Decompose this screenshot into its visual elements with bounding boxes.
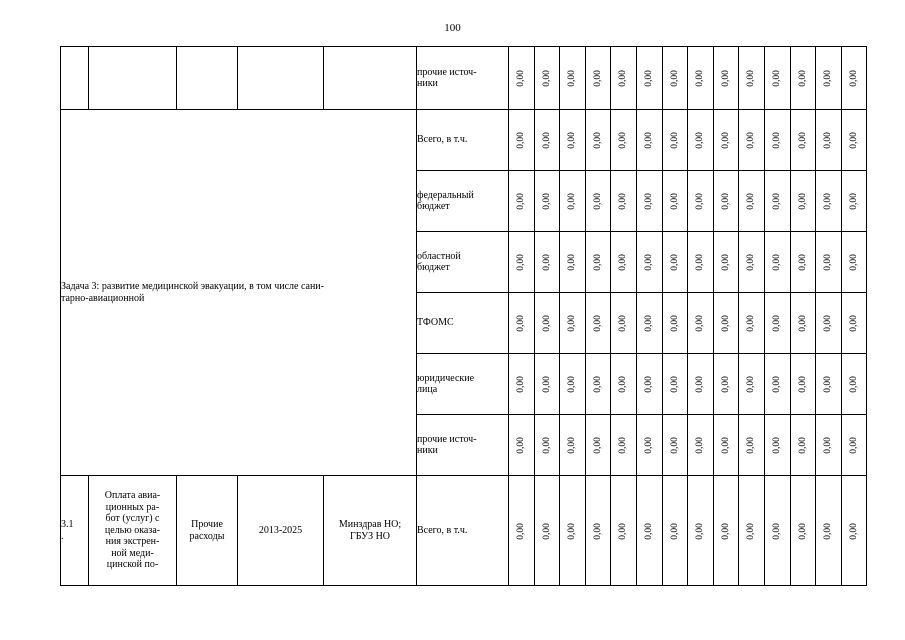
value-cell: 0,00 xyxy=(509,415,535,476)
value-cell: 0,00 xyxy=(662,171,688,232)
value-cell: 0,00 xyxy=(560,415,586,476)
value-cell: 0,00 xyxy=(662,232,688,293)
value-cell: 0,00 xyxy=(534,415,560,476)
value-cell: 0,00 xyxy=(688,110,714,171)
value-cell: 0,00 xyxy=(841,110,867,171)
value-cell: 0,00 xyxy=(713,354,739,415)
funding-source-label: федеральный бюджет xyxy=(417,171,509,232)
value-cell: 0,00 xyxy=(688,293,714,354)
value-cell: 0,00 xyxy=(739,354,765,415)
value-cell: 0,00 xyxy=(611,110,637,171)
value-cell: 0,00 xyxy=(713,476,739,586)
value-cell: 0,00 xyxy=(509,47,535,110)
value-cell: 0,00 xyxy=(534,293,560,354)
funding-source-label: прочие источ- ники xyxy=(417,47,509,110)
value-cell: 0,00 xyxy=(662,354,688,415)
value-cell: 0,00 xyxy=(816,354,842,415)
value-cell: 0,00 xyxy=(662,476,688,586)
value-cell: 0,00 xyxy=(585,354,611,415)
value-cell: 0,00 xyxy=(739,232,765,293)
value-cell: 0,00 xyxy=(713,293,739,354)
value-cell: 0,00 xyxy=(509,476,535,586)
value-cell: 0,00 xyxy=(585,415,611,476)
value-cell: 0,00 xyxy=(688,476,714,586)
value-cell: 0,00 xyxy=(611,47,637,110)
value-cell: 0,00 xyxy=(636,293,662,354)
value-cell: 0,00 xyxy=(790,415,816,476)
value-cell: 0,00 xyxy=(585,47,611,110)
value-cell: 0,00 xyxy=(764,476,790,586)
value-cell: 0,00 xyxy=(764,171,790,232)
executor: Минздрав НО; ГБУЗ НО xyxy=(324,476,417,586)
empty-cell xyxy=(324,47,417,110)
value-cell: 0,00 xyxy=(585,110,611,171)
value-cell: 0,00 xyxy=(585,171,611,232)
value-cell: 0,00 xyxy=(841,354,867,415)
value-cell: 0,00 xyxy=(841,476,867,586)
value-cell: 0,00 xyxy=(560,354,586,415)
page-number: 100 xyxy=(444,22,461,34)
value-cell: 0,00 xyxy=(841,171,867,232)
value-cell: 0,00 xyxy=(611,232,637,293)
value-cell: 0,00 xyxy=(636,415,662,476)
value-cell: 0,00 xyxy=(636,171,662,232)
empty-cell xyxy=(61,47,89,110)
value-cell: 0,00 xyxy=(688,354,714,415)
row-other-sources-top xyxy=(61,47,867,110)
funding-source-label: прочие источ- ники xyxy=(417,415,509,476)
value-cell: 0,00 xyxy=(688,415,714,476)
value-cell: 0,00 xyxy=(585,232,611,293)
value-cell: 0,00 xyxy=(534,354,560,415)
value-cell: 0,00 xyxy=(636,476,662,586)
value-cell: 0,00 xyxy=(764,232,790,293)
value-cell: 0,00 xyxy=(611,476,637,586)
value-cell: 0,00 xyxy=(560,47,586,110)
value-cell: 0,00 xyxy=(790,171,816,232)
value-cell: 0,00 xyxy=(560,110,586,171)
value-cell: 0,00 xyxy=(816,293,842,354)
task-3-title: Задача 3: развитие медицинской эвакуации, в том числе сани- тарно-авиационной xyxy=(61,110,417,476)
value-cell: 0,00 xyxy=(739,47,765,110)
value-cell: 0,00 xyxy=(764,110,790,171)
value-cell: 0,00 xyxy=(636,232,662,293)
value-cell: 0,00 xyxy=(636,110,662,171)
funding-source-label: ТФОМС xyxy=(417,293,509,354)
value-cell: 0,00 xyxy=(509,232,535,293)
value-cell: 0,00 xyxy=(739,171,765,232)
value-cell: 0,00 xyxy=(713,415,739,476)
implementation-period: 2013-2025 xyxy=(238,476,324,586)
value-cell: 0,00 xyxy=(739,476,765,586)
value-cell: 0,00 xyxy=(764,47,790,110)
value-cell: 0,00 xyxy=(509,293,535,354)
value-cell: 0,00 xyxy=(764,293,790,354)
value-cell: 0,00 xyxy=(790,110,816,171)
value-cell: 0,00 xyxy=(688,47,714,110)
value-cell: 0,00 xyxy=(585,476,611,586)
value-cell: 0,00 xyxy=(841,47,867,110)
value-cell: 0,00 xyxy=(739,415,765,476)
value-cell: 0,00 xyxy=(636,354,662,415)
value-cell: 0,00 xyxy=(764,354,790,415)
value-cell: 0,00 xyxy=(509,171,535,232)
value-cell: 0,00 xyxy=(739,110,765,171)
empty-cell xyxy=(238,47,324,110)
value-cell: 0,00 xyxy=(713,171,739,232)
value-cell: 0,00 xyxy=(764,415,790,476)
value-cell: 0,00 xyxy=(816,171,842,232)
value-cell: 0,00 xyxy=(688,232,714,293)
value-cell: 0,00 xyxy=(790,476,816,586)
item-number: 3.1 . xyxy=(61,476,89,586)
value-cell: 0,00 xyxy=(611,171,637,232)
value-cell: 0,00 xyxy=(534,476,560,586)
funding-source-label: областной бюджет xyxy=(417,232,509,293)
row-total xyxy=(61,110,867,171)
value-cell: 0,00 xyxy=(662,293,688,354)
value-cell: 0,00 xyxy=(790,232,816,293)
value-cell: 0,00 xyxy=(816,232,842,293)
expense-type: Прочие расходы xyxy=(177,476,238,586)
value-cell: 0,00 xyxy=(713,232,739,293)
value-cell: 0,00 xyxy=(611,354,637,415)
value-cell: 0,00 xyxy=(585,293,611,354)
value-cell: 0,00 xyxy=(713,47,739,110)
value-cell: 0,00 xyxy=(816,415,842,476)
value-cell: 0,00 xyxy=(790,47,816,110)
value-cell: 0,00 xyxy=(560,171,586,232)
value-cell: 0,00 xyxy=(560,476,586,586)
value-cell: 0,00 xyxy=(841,415,867,476)
value-cell: 0,00 xyxy=(560,293,586,354)
value-cell: 0,00 xyxy=(611,415,637,476)
item-description: Оплата авиа- ционных ра- бот (услуг) с целью оказа- ния экстрен- ной меди- цинской по- xyxy=(89,476,177,586)
value-cell: 0,00 xyxy=(611,293,637,354)
value-cell: 0,00 xyxy=(688,171,714,232)
value-cell: 0,00 xyxy=(739,293,765,354)
value-cell: 0,00 xyxy=(534,171,560,232)
value-cell: 0,00 xyxy=(560,232,586,293)
value-cell: 0,00 xyxy=(790,293,816,354)
value-cell: 0,00 xyxy=(662,110,688,171)
value-cell: 0,00 xyxy=(713,110,739,171)
value-cell: 0,00 xyxy=(816,476,842,586)
funding-source-label: Всего, в т.ч. xyxy=(417,110,509,171)
budget-table xyxy=(60,46,867,586)
value-cell: 0,00 xyxy=(841,232,867,293)
value-cell: 0,00 xyxy=(816,47,842,110)
value-cell: 0,00 xyxy=(662,415,688,476)
funding-source-label: Всего, в т.ч. xyxy=(417,476,509,586)
empty-cell xyxy=(177,47,238,110)
value-cell: 0,00 xyxy=(841,293,867,354)
value-cell: 0,00 xyxy=(534,110,560,171)
value-cell: 0,00 xyxy=(816,110,842,171)
funding-source-label: юридические лица xyxy=(417,354,509,415)
empty-cell xyxy=(89,47,177,110)
row-item-3-1 xyxy=(61,476,867,586)
value-cell: 0,00 xyxy=(790,354,816,415)
value-cell: 0,00 xyxy=(662,47,688,110)
value-cell: 0,00 xyxy=(534,47,560,110)
value-cell: 0,00 xyxy=(509,110,535,171)
value-cell: 0,00 xyxy=(509,354,535,415)
value-cell: 0,00 xyxy=(534,232,560,293)
value-cell: 0,00 xyxy=(636,47,662,110)
